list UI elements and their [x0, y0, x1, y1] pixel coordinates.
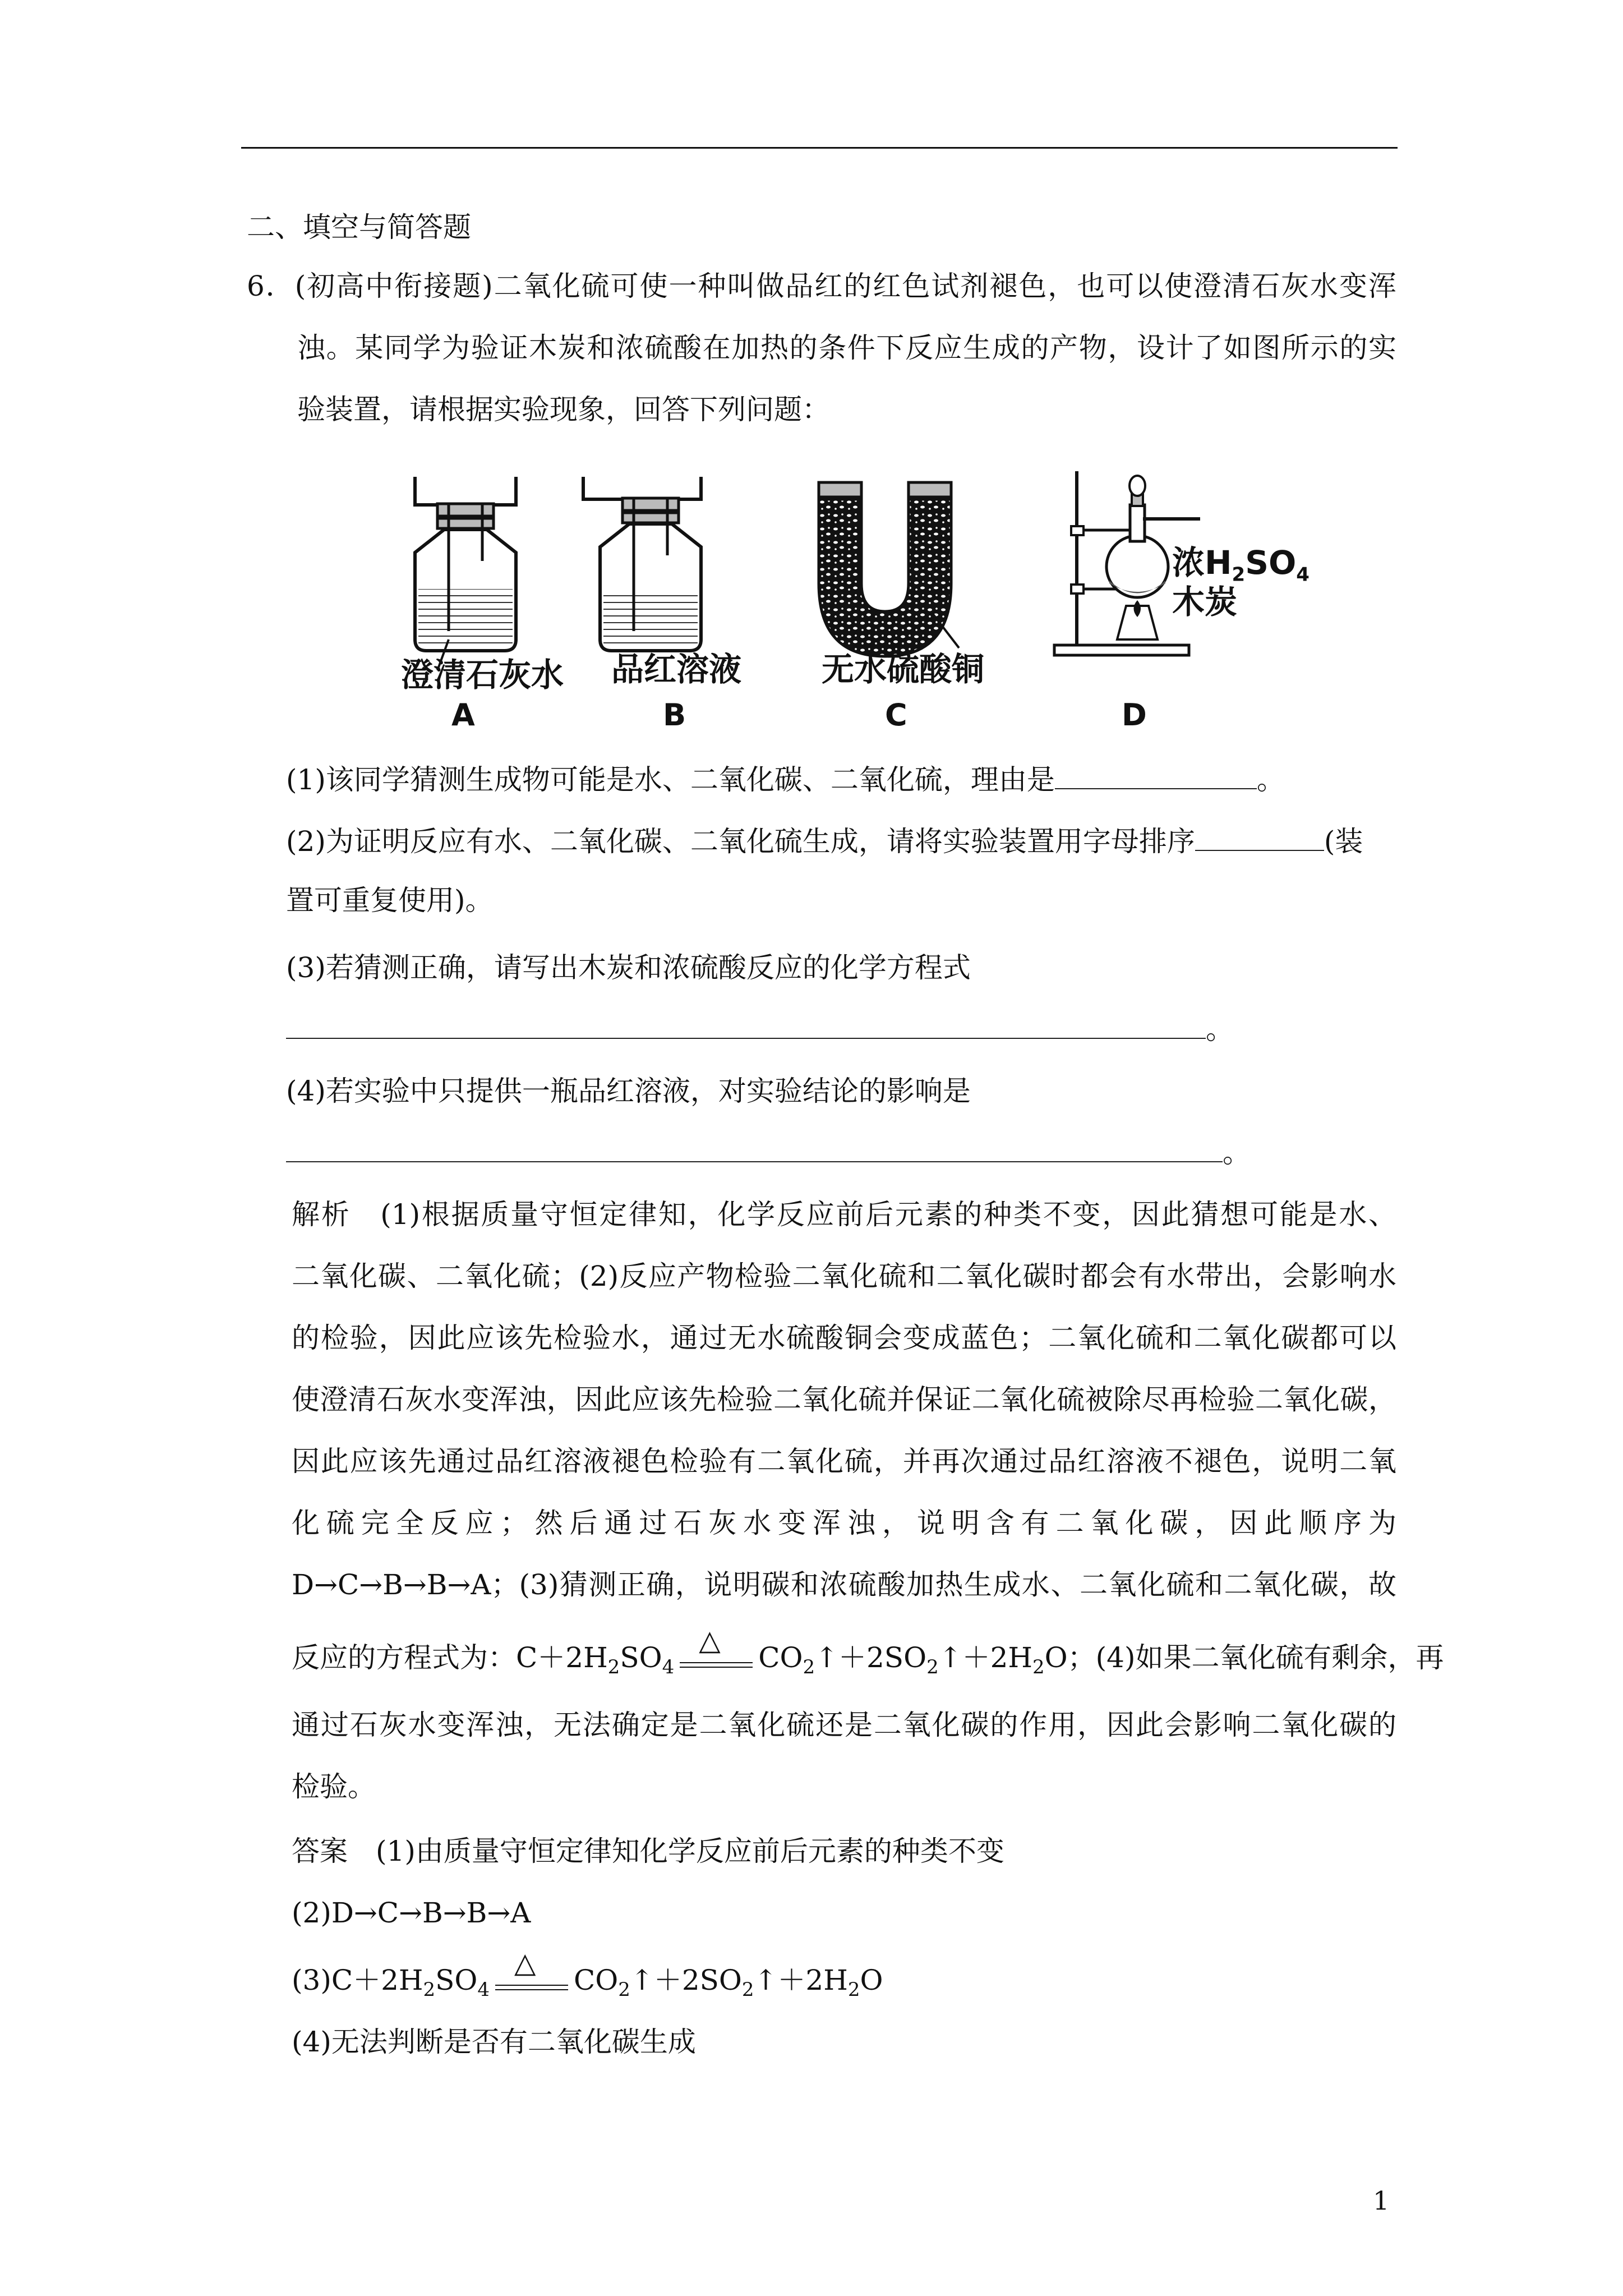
sub-question-2: (2)为证明反应有水、二氧化碳、二氧化硫生成，请将实验装置用字母排序 (装: [286, 825, 1363, 858]
section-title: 二、填空与简答题: [247, 211, 471, 243]
caption-a: 澄清石灰水: [401, 656, 564, 694]
bottle-b: [583, 477, 701, 651]
heating-condition-answer: △: [490, 1963, 574, 1997]
answer-blank-1[interactable]: [1055, 766, 1257, 789]
letter-d: D: [1122, 697, 1147, 733]
answer-1: 答案 (1)由质量守恒定律知化学反应前后元素的种类不变: [292, 1835, 1004, 1867]
answer-3: $(3)C+2H_2SO_4$ △ $CO_2↑+2SO_2↑+2H_2O$: [292, 1947, 883, 2001]
analysis-line-5: 因此应该先通过品红溶液褪色检验有二氧化硫，并再次通过品红溶液不褪色，说明二氧: [292, 1445, 1396, 1478]
analysis-line-3: 的检验，因此应该先检验水，通过无水硫酸铜会变成蓝色；二氧化硫和二氧化碳都可以: [292, 1322, 1396, 1354]
header-rule: [241, 147, 1398, 149]
letter-b: B: [663, 697, 686, 733]
u-tube-c: [819, 482, 959, 656]
analysis-line-6: 化硫完全反应；然后通过石灰水变浑浊，说明含有二氧化碳，因此顺序为: [292, 1507, 1396, 1539]
analysis-line-8: 通过石灰水变浑浊，无法确定是二氧化硫还是二氧化碳的作用，因此会影响二氧化碳的: [292, 1709, 1396, 1741]
analysis-line-2: 二氧化碳、二氧化硫；(2)反应产物检验二氧化硫和二氧化碳时都会有水带出，会影响水: [292, 1260, 1396, 1292]
answer-2: (2)D→C→B→B→A: [292, 1897, 531, 1929]
question-number: 6．: [247, 270, 295, 302]
label-acid: 浓$H_2SO_4$: [1172, 544, 1310, 586]
bottle-a: [415, 477, 516, 670]
letter-c: C: [885, 697, 907, 733]
sub-question-1: (1)该同学猜测生成物可能是水、二氧化碳、二氧化硫，理由是 。: [286, 763, 1285, 796]
analysis-line-4: 使澄清石灰水变浑浊，因此应该先检验二氧化硫并保证二氧化硫被除尽再检验二氧化碳，: [292, 1383, 1396, 1416]
analysis-line-9: 检验。: [292, 1770, 376, 1803]
answer-blank-4[interactable]: [286, 1139, 1223, 1162]
letter-a: A: [451, 697, 475, 733]
answer-4: (4)无法判断是否有二氧化碳生成: [292, 2026, 696, 2058]
answer-blank-3[interactable]: [286, 1015, 1206, 1039]
sub-question-2-line-2: 置可重复使用)。: [286, 884, 494, 917]
page-number: 1: [1373, 2185, 1390, 2216]
label-charcoal: 木炭: [1172, 583, 1238, 621]
analysis-line-7: D→C→B→B→A；(3)猜测正确，说明碳和浓硫酸加热生成水、二氧化硫和二氧化碳，故: [292, 1568, 1396, 1601]
caption-c: 无水硫酸铜: [822, 650, 985, 688]
heating-condition: △: [674, 1641, 758, 1674]
question-line-2: 浊。某同学为验证木炭和浓硫酸在加热的条件下反应生成的产物，设计了如图所示的实: [297, 332, 1396, 364]
analysis-line-1: 解析 (1)根据质量守恒定律知，化学反应前后元素的种类不变，因此猜想可能是水、: [292, 1198, 1396, 1231]
question-line-1: [247, 269, 1396, 303]
sub-question-3: (3)若猜测正确，请写出木炭和浓硫酸反应的化学方程式: [286, 951, 971, 984]
sub-question-4: (4)若实验中只提供一瓶品红溶液，对实验结论的影响是: [286, 1075, 971, 1107]
answer-blank-2[interactable]: [1195, 827, 1324, 851]
question-line-3: 验装置，请根据实验现象，回答下列问题：: [297, 393, 830, 426]
sub-question-4-answer: 。: [286, 1136, 1251, 1170]
question-text-1: (初高中衔接题)二氧化硫可使一种叫做品红的红色试剂褪色，也可以使澄清石灰水变浑: [294, 270, 1397, 302]
caption-b: 品红溶液: [611, 650, 742, 688]
sub-question-3-answer: 。: [286, 1013, 1234, 1046]
analysis-equation-line: 反应的方程式为：$C+2H_2SO_4$ △ $CO_2↑+2SO_2↑+2H_2O$；(4)如果二氧化硫有剩余，再: [292, 1624, 1444, 1678]
